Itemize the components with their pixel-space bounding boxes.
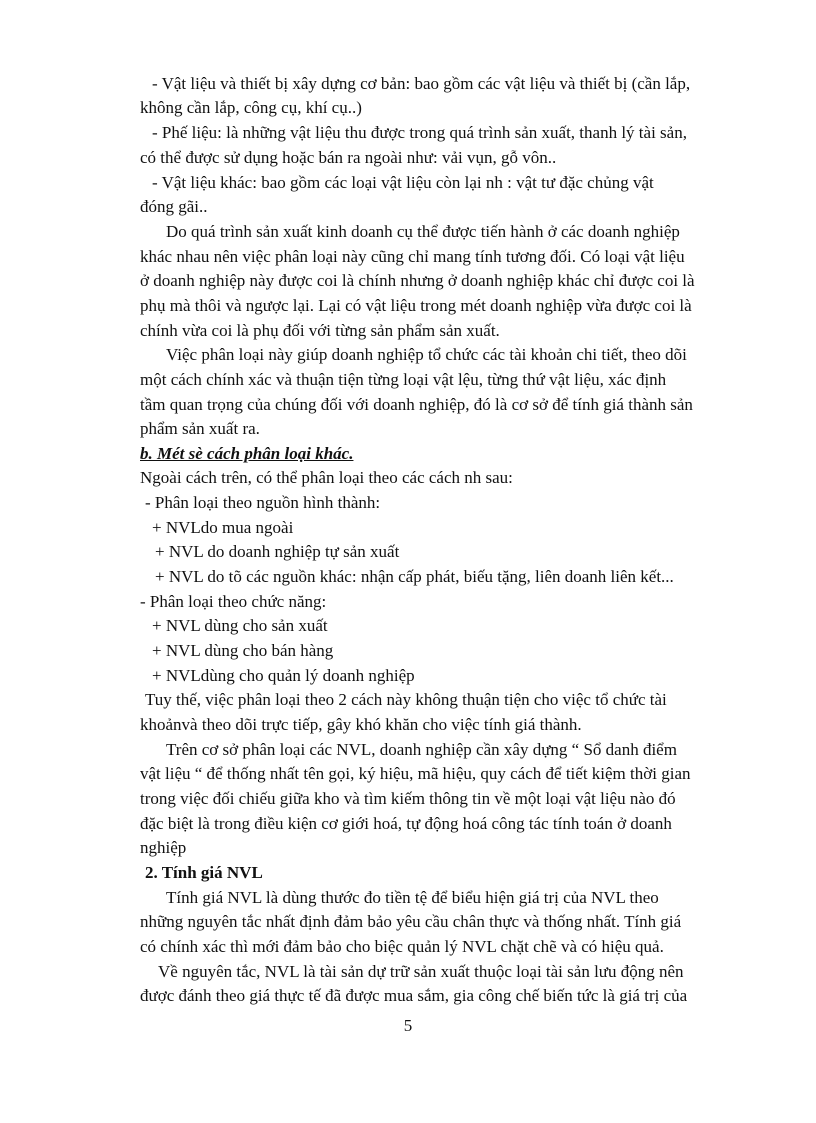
text-line: một cách chính xác và thuận tiện từng loại vật lệu, từng thứ vật liệu, xác định: [140, 370, 667, 389]
text-line: - Vật liệu và thiết bị xây dựng cơ bản: bao gồm các vật liệu và thiết bị (cần lắp,: [152, 74, 691, 93]
text-line: phẩm sản xuất ra.: [140, 419, 260, 438]
text-line: tầm quan trọng của chúng đối với doanh nghiệp, đó là cơ sở để tính giá thành sản: [140, 395, 693, 414]
text-line: đóng gãi..: [140, 197, 208, 216]
text-line: những nguyên tắc nhất định đảm bảo yêu cầu chân thực và thống nhất. Tính giá: [140, 912, 682, 931]
text-line: Về nguyên tắc, NVL là tài sản dự trữ sản xuất thuộc loại tài sản lưu động nên: [158, 962, 684, 981]
text-line: + NVL do tõ các nguồn khác: nhận cấp phát, biếu tặng, liên doanh liên kết...: [155, 567, 674, 586]
text-line: - Vật liệu khác: bao gồm các loại vật liệu còn lại nh : vật tư đặc chủng vật: [152, 173, 654, 192]
text-line: Trên cơ sở phân loại các NVL, doanh nghiệp cần xây dựng “ Sổ danh điểm: [166, 740, 677, 759]
text-line: + NVL do doanh nghiệp tự sản xuất: [155, 542, 400, 561]
section-heading: 2. Tính giá NVL: [145, 863, 263, 882]
text-line: - Phân loại theo nguồn hình thành:: [145, 493, 381, 512]
section-heading: b. Mét sè cách phân loại khác.: [140, 444, 354, 463]
text-line: + NVL dùng cho bán hàng: [152, 641, 334, 660]
text-line: + NVLdo mua ngoài: [152, 518, 294, 537]
page-number: 5: [403, 1016, 413, 1035]
text-line: khác nhau nên việc phân loại này cũng chỉ mang tính tương đối. Có loại vật liệu: [140, 247, 685, 266]
text-line: + NVL dùng cho sản xuất: [152, 616, 328, 635]
text-line: có thể được sử dụng hoặc bán ra ngoài như: vải vụn, gỗ vôn..: [140, 148, 557, 167]
text-line: ở doanh nghiệp này được coi là chính nhưng ở doanh nghiệp khác chỉ được coi là: [140, 271, 695, 290]
text-line: Do quá trình sản xuất kinh doanh cụ thể được tiến hành ở các doanh nghiệp: [166, 222, 680, 241]
text-line: trong việc đối chiếu giữa kho và tìm kiếm thông tin về một loại vật liệu nào đó: [140, 789, 676, 808]
text-line: chính vừa coi là phụ đối với từng sản phẩm sản xuất.: [140, 321, 500, 340]
text-line: Tuy thế, việc phân loại theo 2 cách này không thuận tiện cho việc tổ chức tài: [145, 690, 667, 709]
text-line: vật liệu “ để thống nhất tên gọi, ký hiệu, mã hiệu, quy cách để tiết kiệm thời gian: [140, 764, 691, 783]
text-line: Việc phân loại này giúp doanh nghiệp tổ chức các tài khoản chi tiết, theo dõi: [166, 345, 687, 364]
text-line: đặc biệt là trong điều kiện cơ giới hoá, tự động hoá công tác tính toán ở doanh: [140, 814, 672, 833]
text-line: được đánh theo giá thực tế đã được mua sắm, gia công chế biến tức là giá trị của: [140, 986, 688, 1005]
text-line: + NVLdùng cho quản lý doanh nghiệp: [152, 666, 415, 685]
text-line: Ngoài cách trên, có thể phân loại theo các cách nh sau:: [140, 468, 513, 487]
text-line: khoảnvà theo dõi trực tiếp, gây khó khăn cho việc tính giá thành.: [140, 715, 582, 734]
text-line: Tính giá NVL là dùng thước đo tiền tệ để biểu hiện giá trị của NVL theo: [166, 888, 659, 907]
text-line: có chính xác thì mới đảm bảo cho biệc quản lý NVL chặt chẽ và có hiệu quả.: [140, 937, 664, 956]
text-line: phụ mà thôi và ngược lại. Lại có vật liệu trong mét doanh nghiệp vừa được coi là: [140, 296, 692, 315]
text-line: - Phân loại theo chức năng:: [140, 592, 327, 611]
text-line: nghiệp: [140, 838, 187, 857]
text-line: - Phế liệu: là những vật liệu thu được trong quá trình sản xuất, thanh lý tài sản,: [152, 123, 687, 142]
text-line: không cần lắp, công cụ, khí cụ..): [140, 98, 362, 117]
